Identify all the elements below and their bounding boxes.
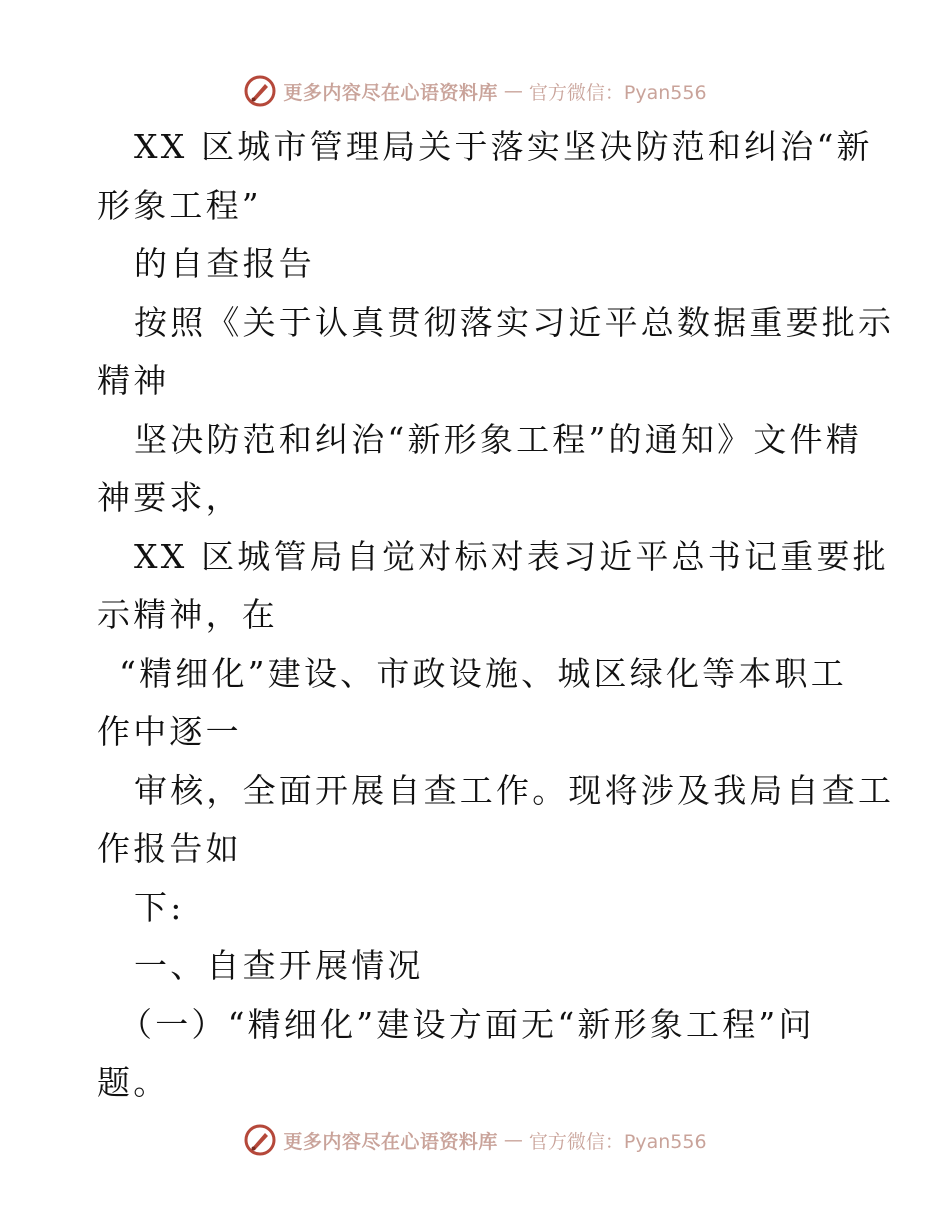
doc-title-line-3: 的自查报告: [134, 244, 315, 283]
doc-paragraph-line: 作报告如: [97, 829, 242, 868]
header-watermark-text: 更多内容尽在心语资料库: [283, 81, 498, 104]
doc-paragraph-line: 精神: [97, 361, 170, 400]
footer-watermark-separator: —: [503, 1129, 523, 1151]
header-watermark-banner: [0, 71, 950, 111]
footer-watermark-banner: [0, 1120, 950, 1160]
doc-paragraph-line: 作中逐一: [97, 712, 242, 751]
pen-logo-icon: [243, 1123, 277, 1157]
doc-subsection-heading-cont: 题。: [97, 1063, 170, 1102]
doc-paragraph-line: 神要求，: [97, 478, 242, 517]
doc-paragraph-line: XX 区城管局自觉对标对表习近平总书记重要批: [134, 536, 889, 576]
doc-paragraph-line: 按照《关于认真贯彻落实习近平总数据重要批示: [134, 302, 895, 342]
footer-watermark-text: 更多内容尽在心语资料库: [283, 1130, 498, 1153]
doc-title-line-2: 形象工程”: [97, 185, 262, 225]
pen-logo-icon: [243, 74, 277, 108]
doc-section-heading: 一、自查开展情况: [134, 946, 424, 985]
footer-watermark-wechat: 官方微信：Pyan556: [528, 1130, 707, 1153]
doc-paragraph-line: 审核，全面开展自查工作。现将涉及我局自查工: [134, 770, 895, 810]
doc-paragraph-line: 下:: [134, 887, 185, 927]
header-watermark-wechat: 官方微信：Pyan556: [528, 81, 707, 104]
doc-paragraph-line: 示精神，在: [97, 595, 278, 634]
doc-paragraph-line: 坚决防范和纠治“新形象工程”的通知》文件精: [134, 419, 862, 459]
header-watermark-separator: —: [503, 80, 523, 102]
doc-title-line-1: XX 区城市管理局关于落实坚决防范和纠治“新: [134, 127, 873, 166]
doc-paragraph-line: “精细化”建设、市政设施、城区绿化等本职工: [119, 653, 847, 693]
doc-subsection-heading: （一）“精细化”建设方面无“新形象工程”问: [119, 1004, 815, 1044]
document-body: [97, 118, 895, 1113]
